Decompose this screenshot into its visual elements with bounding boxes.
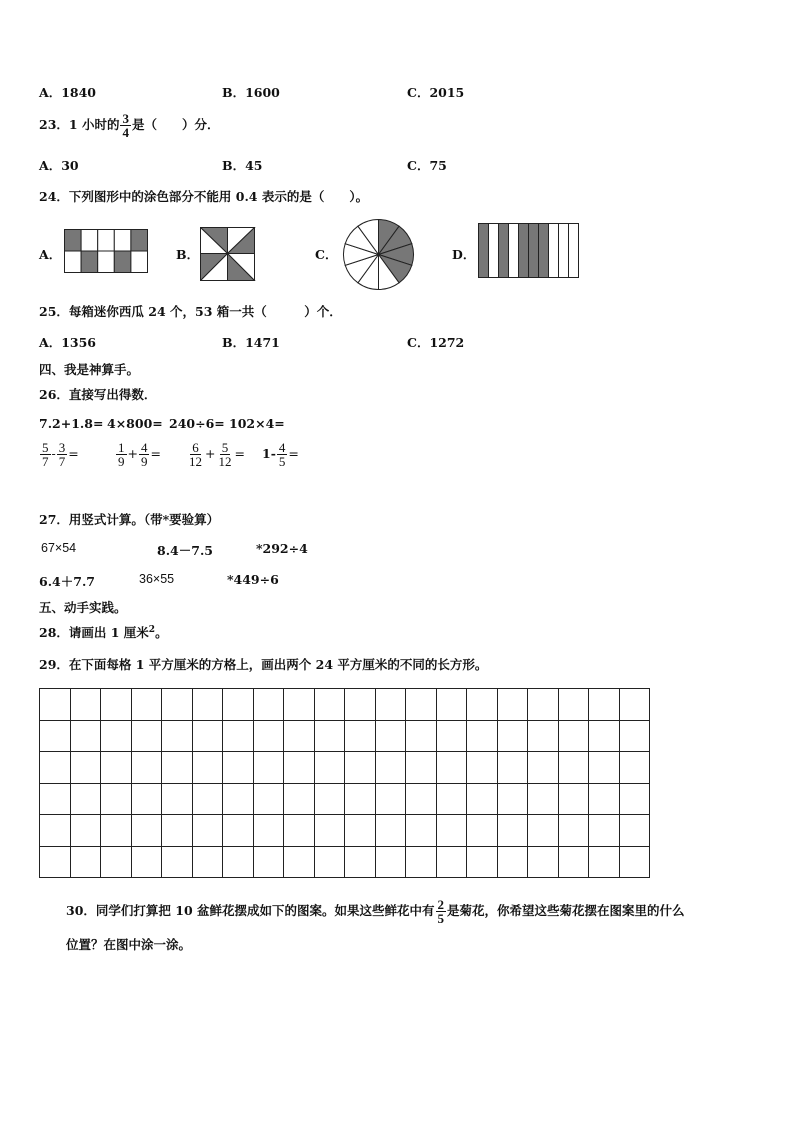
option-c: C．2015 xyxy=(407,85,465,100)
grid-cell[interactable] xyxy=(528,847,559,879)
grid-cell[interactable] xyxy=(162,689,193,721)
frac-num: 5 xyxy=(221,440,229,455)
grid-cell[interactable] xyxy=(620,721,651,753)
frac-num: 2 xyxy=(437,897,444,912)
question-28-text: 28．请画出 1 厘米 xyxy=(39,625,149,640)
question-24: 24．下列图形中的涂色部分不能用 0.4 表示的是（ ）。 xyxy=(39,189,369,204)
equals: = xyxy=(234,446,245,461)
vertical-calc-item: 67×54 xyxy=(41,541,77,555)
operator: + xyxy=(127,446,138,461)
calc-item: 7.2+1.8= xyxy=(39,416,104,431)
grid-cell[interactable] xyxy=(345,847,376,879)
frac-den: 5 xyxy=(278,454,286,469)
question-28-end: 。 xyxy=(155,625,168,640)
grid-cell[interactable] xyxy=(620,847,651,879)
grid-cell[interactable] xyxy=(467,784,498,816)
grid-cell[interactable] xyxy=(589,815,620,847)
frac-den: 7 xyxy=(42,454,49,469)
grid-cell[interactable] xyxy=(376,689,407,721)
grid-cell[interactable] xyxy=(101,784,132,816)
grid-cell[interactable] xyxy=(40,752,71,784)
option-c: C．1272 xyxy=(407,335,465,350)
figure-label-a: A． xyxy=(39,247,62,262)
grid-cell[interactable] xyxy=(40,784,71,816)
question-29: 29．在下面每格 1 平方厘米的方格上，画出两个 24 平方厘米的不同的长方形。 xyxy=(39,657,488,672)
grid-cell[interactable] xyxy=(467,847,498,879)
option-a: A．1840 xyxy=(39,85,96,100)
square-grid[interactable] xyxy=(39,688,650,878)
grid-cell[interactable] xyxy=(284,721,315,753)
frac-num: 4 xyxy=(140,440,148,455)
grid-cell[interactable] xyxy=(40,721,71,753)
grid-cell[interactable] xyxy=(193,721,224,753)
grid-cell[interactable] xyxy=(559,721,590,753)
option-b: B．1600 xyxy=(222,85,280,100)
fraction-calc xyxy=(186,441,245,468)
grid-cell[interactable] xyxy=(132,784,163,816)
calc-item: 4×800= xyxy=(107,416,163,431)
section-5-heading: 五、动手实践。 xyxy=(39,600,127,615)
grid-cell[interactable] xyxy=(71,721,102,753)
figure-c-circle xyxy=(342,218,415,291)
grid-cell[interactable] xyxy=(589,689,620,721)
grid-cell[interactable] xyxy=(620,752,651,784)
grid-cell[interactable] xyxy=(162,721,193,753)
grid-cell[interactable] xyxy=(101,752,132,784)
grid-cell[interactable] xyxy=(559,847,590,879)
grid-cell[interactable] xyxy=(132,847,163,879)
question-26: 26．直接写出得数． xyxy=(39,387,157,402)
grid-cell[interactable] xyxy=(254,752,285,784)
grid-cell[interactable] xyxy=(376,721,407,753)
grid-cell[interactable] xyxy=(71,815,102,847)
grid-cell[interactable] xyxy=(193,847,224,879)
grid-cell[interactable] xyxy=(71,847,102,879)
grid-cell[interactable] xyxy=(193,784,224,816)
grid-cell[interactable] xyxy=(40,689,71,721)
grid-cell[interactable] xyxy=(162,847,193,879)
grid-cell[interactable] xyxy=(406,815,437,847)
section-4-heading: 四、我是神算手。 xyxy=(39,362,140,377)
grid-cell[interactable] xyxy=(406,784,437,816)
grid-cell[interactable] xyxy=(406,752,437,784)
grid-cell[interactable] xyxy=(284,689,315,721)
grid-cell[interactable] xyxy=(528,721,559,753)
equals: = xyxy=(68,446,79,461)
grid-cell[interactable] xyxy=(315,752,346,784)
grid-cell[interactable] xyxy=(315,847,346,879)
grid-cell[interactable] xyxy=(559,815,590,847)
grid-cell[interactable] xyxy=(284,815,315,847)
vertical-calc-item: *449÷6 xyxy=(227,572,279,587)
grid-cell[interactable] xyxy=(101,689,132,721)
grid-cell[interactable] xyxy=(498,784,529,816)
grid-cell[interactable] xyxy=(376,784,407,816)
grid-cell[interactable] xyxy=(315,689,346,721)
grid-cell[interactable] xyxy=(132,752,163,784)
frac-num: 6 xyxy=(192,440,199,455)
frac-num: 1 xyxy=(118,440,125,455)
grid-cell[interactable] xyxy=(71,689,102,721)
vertical-calc-item: *292÷4 xyxy=(256,541,308,556)
grid-cell[interactable] xyxy=(437,752,468,784)
vertical-calc-item: 36×55 xyxy=(139,572,175,586)
fraction-calc xyxy=(262,441,299,468)
figure-a-grid xyxy=(64,229,148,273)
grid-cell[interactable] xyxy=(620,815,651,847)
figure-label-b: B． xyxy=(176,247,200,262)
grid-cell[interactable] xyxy=(376,815,407,847)
grid-cell[interactable] xyxy=(406,721,437,753)
grid-cell[interactable] xyxy=(345,689,376,721)
grid-cell[interactable] xyxy=(467,815,498,847)
grid-cell[interactable] xyxy=(162,815,193,847)
question-25: 25．每箱迷你西瓜 24 个，53 箱一共（ ）个． xyxy=(39,304,342,319)
fraction-two-fifths xyxy=(436,898,447,925)
fraction-calc xyxy=(115,441,161,468)
equals: = xyxy=(288,446,299,461)
grid-cell[interactable] xyxy=(498,721,529,753)
question-30-suffix: 是菊花，你希望这些菊花摆在图案里的什么 xyxy=(447,903,685,918)
grid-cell[interactable] xyxy=(498,689,529,721)
operator: + xyxy=(205,446,216,461)
grid-cell[interactable] xyxy=(254,815,285,847)
question-23 xyxy=(39,112,219,139)
grid-cell[interactable] xyxy=(223,815,254,847)
grid-cell[interactable] xyxy=(437,815,468,847)
figure-b-square xyxy=(200,227,256,281)
grid-cell[interactable] xyxy=(71,784,102,816)
grid-cell[interactable] xyxy=(589,721,620,753)
grid-cell[interactable] xyxy=(528,815,559,847)
fraction-calc xyxy=(39,441,79,468)
option-c: C．75 xyxy=(407,158,447,173)
question-28 xyxy=(39,623,168,641)
frac-den: 4 xyxy=(122,125,129,140)
grid-cell[interactable] xyxy=(406,847,437,879)
grid-cell[interactable] xyxy=(406,689,437,721)
grid-cell[interactable] xyxy=(345,752,376,784)
grid-cell[interactable] xyxy=(528,689,559,721)
question-27: 27．用竖式计算。（带*要验算） xyxy=(39,512,220,527)
frac-num: 3 xyxy=(58,440,66,455)
grid-cell[interactable] xyxy=(437,721,468,753)
grid-cell[interactable] xyxy=(284,784,315,816)
grid-cell[interactable] xyxy=(254,847,285,879)
grid-cell[interactable] xyxy=(589,784,620,816)
grid-cell[interactable] xyxy=(315,815,346,847)
grid-cell[interactable] xyxy=(498,752,529,784)
grid-cell[interactable] xyxy=(437,689,468,721)
frac-den: 9 xyxy=(118,454,125,469)
grid-cell[interactable] xyxy=(101,815,132,847)
grid-cell[interactable] xyxy=(620,689,651,721)
vertical-calc-item: 6.4＋7.7 xyxy=(39,574,95,589)
grid-cell[interactable] xyxy=(132,689,163,721)
question-23-suffix: 是（ ）分． xyxy=(131,117,220,132)
frac-den: 5 xyxy=(437,911,444,926)
grid-cell[interactable] xyxy=(376,752,407,784)
grid-cell[interactable] xyxy=(284,847,315,879)
grid-cell[interactable] xyxy=(589,752,620,784)
grid-cell[interactable] xyxy=(467,721,498,753)
grid-cell[interactable] xyxy=(345,815,376,847)
grid-cell[interactable] xyxy=(254,689,285,721)
grid-cell[interactable] xyxy=(376,847,407,879)
grid-cell[interactable] xyxy=(498,815,529,847)
frac-num: 5 xyxy=(42,440,49,455)
grid-cell[interactable] xyxy=(40,847,71,879)
grid-cell[interactable] xyxy=(345,721,376,753)
grid-cell[interactable] xyxy=(498,847,529,879)
grid-cell[interactable] xyxy=(345,784,376,816)
grid-cell[interactable] xyxy=(467,689,498,721)
equals: = xyxy=(150,446,161,461)
calc-item: 102×4= xyxy=(229,416,285,431)
grid-cell[interactable] xyxy=(223,721,254,753)
grid-cell[interactable] xyxy=(40,815,71,847)
grid-cell[interactable] xyxy=(254,721,285,753)
grid-cell[interactable] xyxy=(254,784,285,816)
question-30-line2: 位置？在图中涂一涂。 xyxy=(66,937,192,952)
grid-cell[interactable] xyxy=(223,689,254,721)
question-30 xyxy=(66,898,685,925)
grid-cell[interactable] xyxy=(193,815,224,847)
grid-cell[interactable] xyxy=(559,689,590,721)
grid-cell[interactable] xyxy=(589,847,620,879)
calc-item: 240÷6= xyxy=(169,416,225,431)
grid-cell[interactable] xyxy=(437,784,468,816)
grid-cell[interactable] xyxy=(559,784,590,816)
frac-den: 9 xyxy=(140,454,148,469)
grid-cell[interactable] xyxy=(162,752,193,784)
vertical-calc-item: 8.4－7.5 xyxy=(157,543,213,558)
option-a: A．1356 xyxy=(39,335,96,350)
grid-cell[interactable] xyxy=(223,847,254,879)
grid-cell[interactable] xyxy=(528,784,559,816)
frac-num: 4 xyxy=(278,440,286,455)
option-b: B．1471 xyxy=(222,335,280,350)
question-30-prefix: 30．同学们打算把 10 盆鲜花摆成如下的图案。如果这些鲜花中有 xyxy=(66,903,435,918)
grid-cell[interactable] xyxy=(162,784,193,816)
grid-cell[interactable] xyxy=(437,847,468,879)
figure-label-c: C． xyxy=(315,247,338,262)
grid-cell[interactable] xyxy=(223,752,254,784)
frac-den: 12 xyxy=(189,454,202,469)
question-23-prefix: 23．1 小时的 xyxy=(39,117,120,132)
grid-cell[interactable] xyxy=(467,752,498,784)
grid-cell[interactable] xyxy=(132,815,163,847)
grid-cell[interactable] xyxy=(315,721,346,753)
grid-cell[interactable] xyxy=(620,784,651,816)
grid-cell[interactable] xyxy=(528,752,559,784)
option-b: B．45 xyxy=(222,158,263,173)
grid-cell[interactable] xyxy=(284,752,315,784)
grid-cell[interactable] xyxy=(132,721,163,753)
grid-cell[interactable] xyxy=(101,847,132,879)
frac-den: 7 xyxy=(58,454,66,469)
lead-term: 1- xyxy=(262,446,276,461)
frac-den: 12 xyxy=(218,454,232,469)
fraction-three-quarters xyxy=(120,112,131,139)
frac-num: 3 xyxy=(122,111,129,126)
operator: - xyxy=(51,446,56,461)
grid-cell[interactable] xyxy=(101,721,132,753)
grid-cell[interactable] xyxy=(71,752,102,784)
grid-cell[interactable] xyxy=(193,752,224,784)
grid-cell[interactable] xyxy=(559,752,590,784)
superscript: 2 xyxy=(148,624,156,635)
grid-cell[interactable] xyxy=(315,784,346,816)
figure-label-d: D． xyxy=(452,247,476,262)
figure-d-strips xyxy=(478,223,580,279)
option-a: A．30 xyxy=(39,158,79,173)
grid-cell[interactable] xyxy=(193,689,224,721)
grid-cell[interactable] xyxy=(223,784,254,816)
